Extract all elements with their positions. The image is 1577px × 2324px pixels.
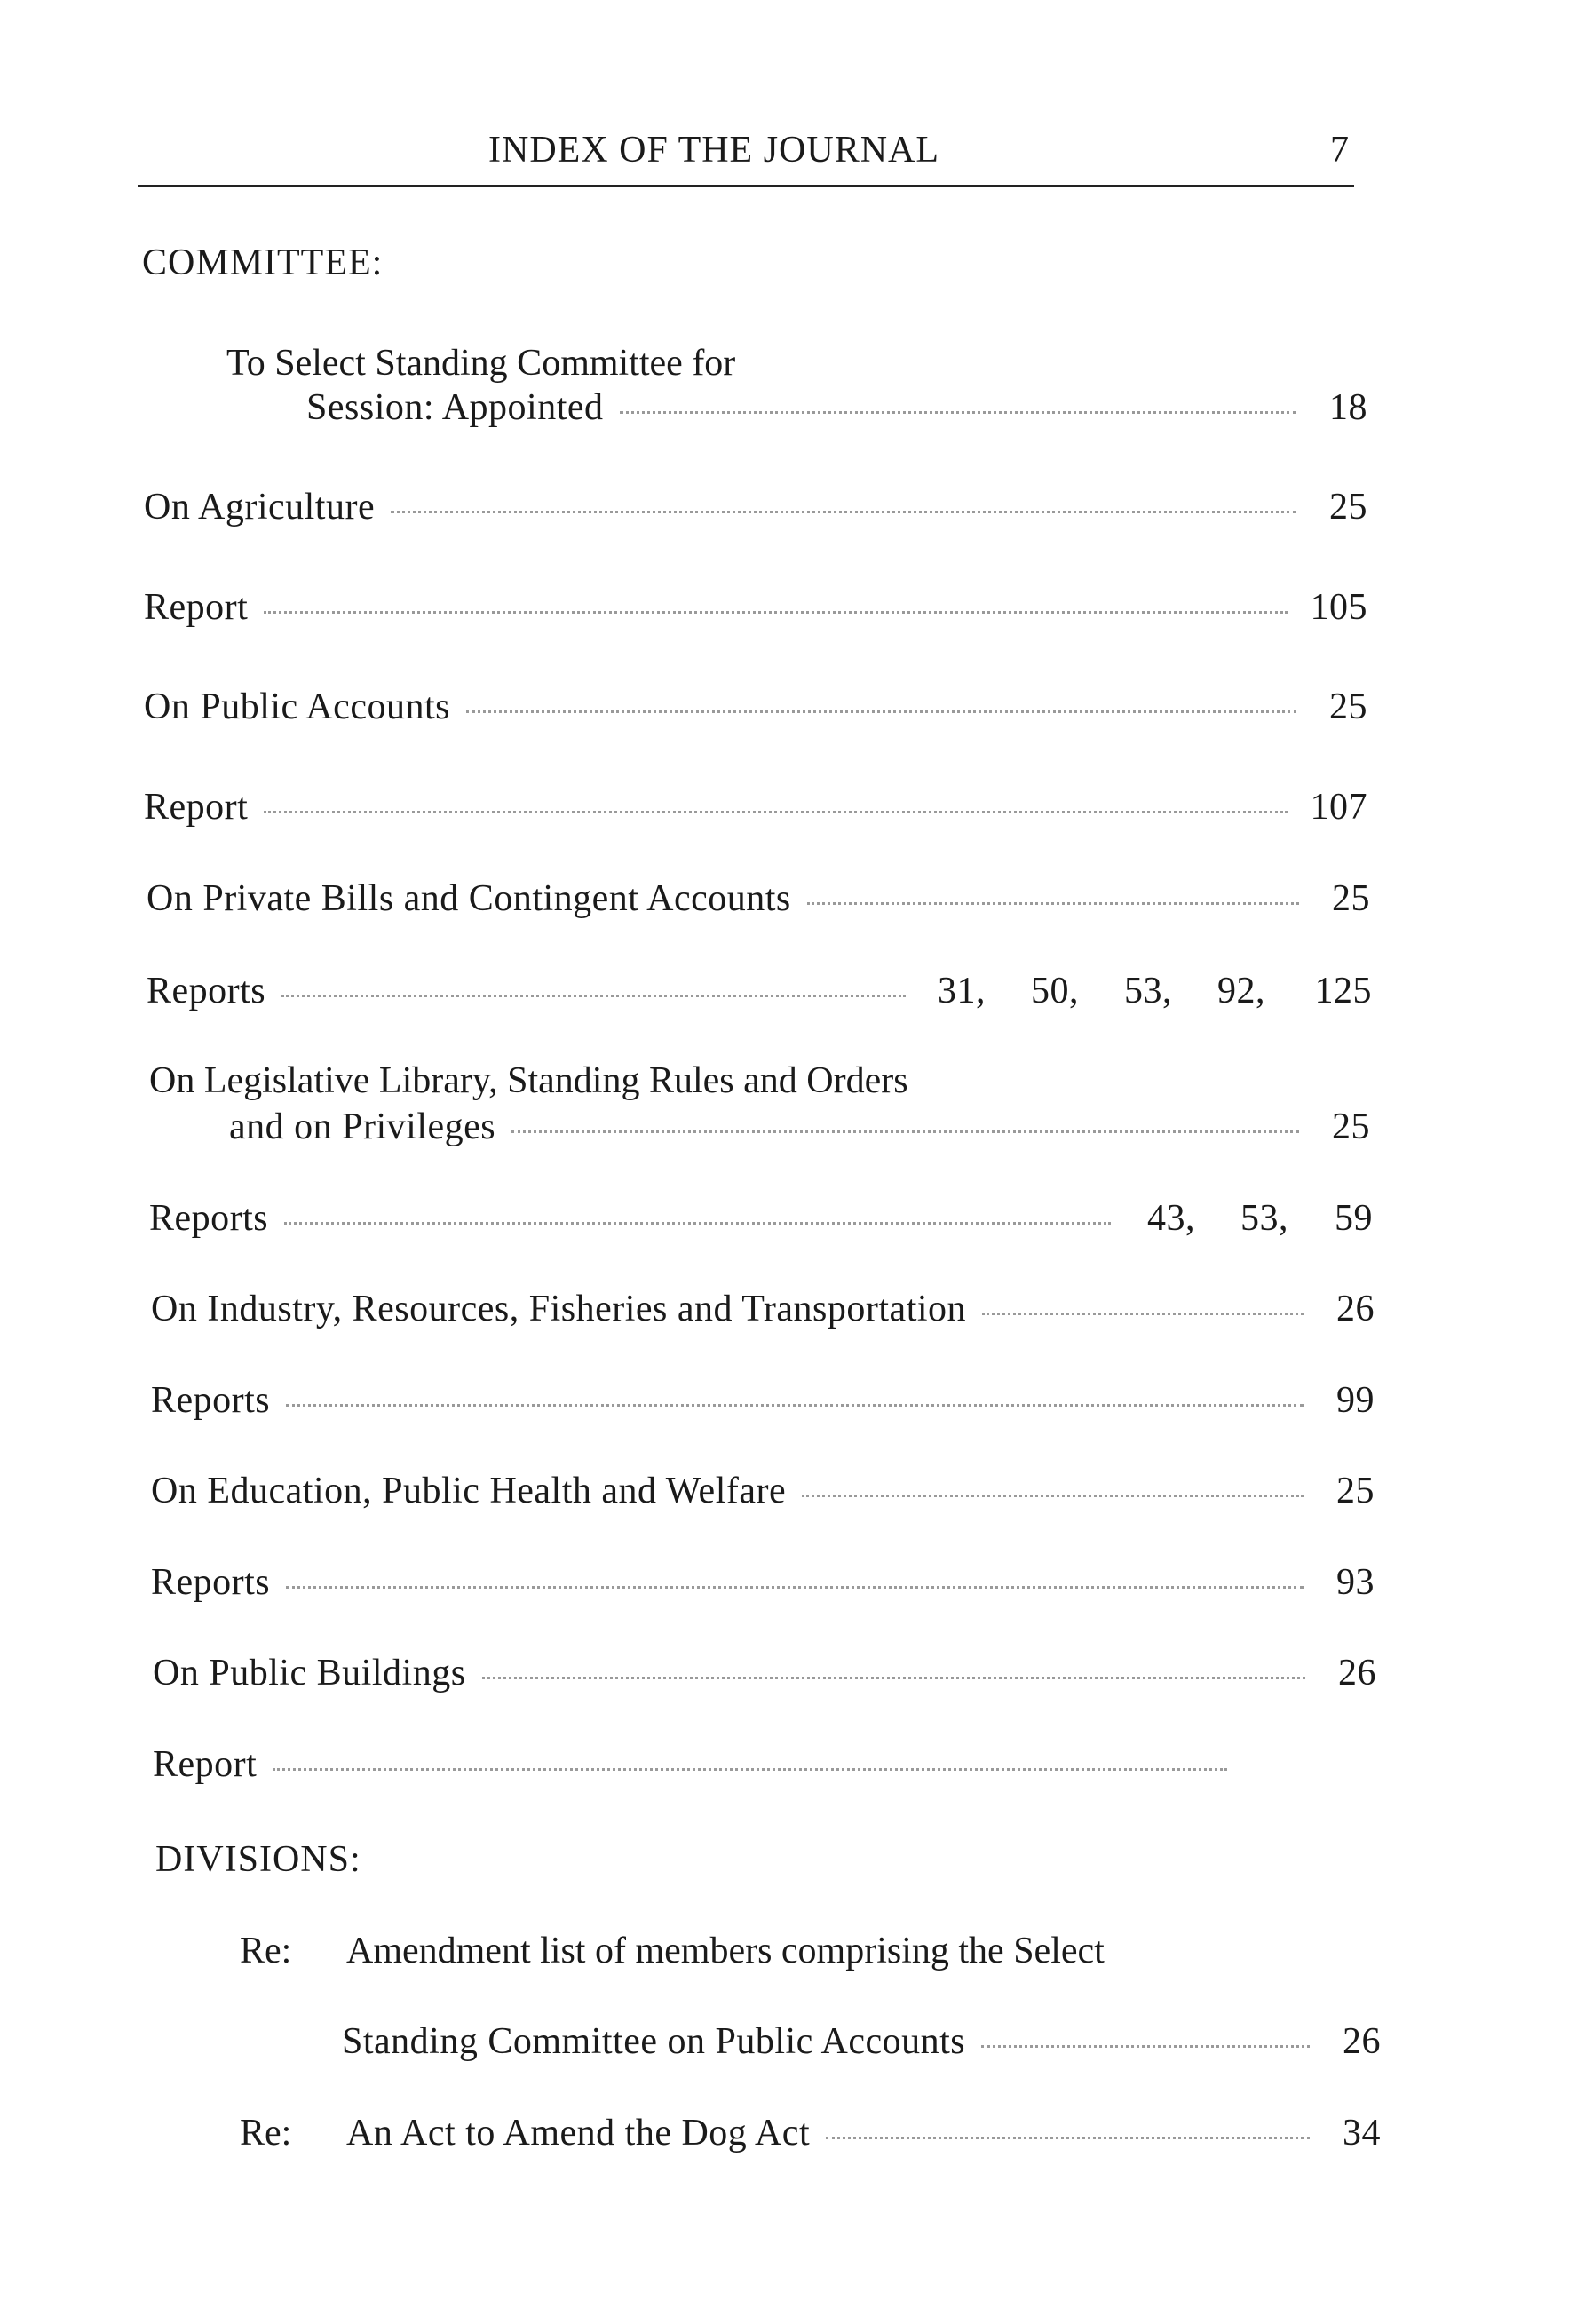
committee-heading: COMMITTEE: [142,242,384,283]
entry-page: 99 [1336,1380,1375,1421]
entry-page: 105 [1310,587,1367,628]
entry-label: Session: Appointed [306,387,604,428]
select-committee-line1: To Select Standing Committee for [226,343,736,384]
entry-page: 25 [1332,1106,1370,1147]
entry-label: Report [144,587,249,628]
index-entry [151,1379,1375,1422]
division-entry [342,2020,1381,2063]
index-entry [144,686,1367,728]
entry-label: On Private Bills and Contingent Accounts [147,878,791,919]
entry-page: 53, [1124,971,1172,1011]
entry-label: On Agriculture [144,487,376,527]
running-head-title: INDEX OF THE JOURNAL [488,130,940,171]
dot-leader [511,1130,1299,1133]
index-entry [144,486,1367,528]
entry-label: Reports [151,1562,271,1603]
index-entry [147,877,1370,920]
dot-leader [391,511,1296,513]
dot-leader [273,1768,1227,1771]
entry-page: 26 [1338,1653,1376,1693]
dot-leader [982,1313,1304,1315]
entry-page: 25 [1336,1471,1375,1511]
entry-label: Report [144,787,249,828]
dot-leader [281,995,906,997]
entry-page: 107 [1310,787,1367,828]
index-entry [151,1561,1375,1604]
dot-leader [826,2137,1310,2139]
division-prefix: Re: [240,2113,292,2153]
header-rule [138,185,1354,187]
dot-leader [264,611,1288,614]
dot-leader [981,2045,1310,2048]
dot-leader [264,811,1288,813]
entry-label: Standing Committee on Public Accounts [342,2021,966,2062]
entry-page: 93 [1336,1562,1375,1603]
dot-leader [620,411,1296,414]
divisions-heading: DIVISIONS: [155,1839,361,1880]
dot-leader [482,1677,1305,1679]
division-line1: Amendment list of members comprising the Select [346,1931,1105,1971]
index-entry [144,586,1367,629]
entry-label: and on Privileges [229,1106,496,1147]
entry-page: 92, [1217,971,1265,1011]
entry-page: 43, [1147,1198,1195,1239]
index-entry [151,1470,1375,1512]
entry-label: Report [153,1744,258,1785]
entry-label: Reports [151,1380,271,1421]
division-prefix: Re: [240,1931,292,1971]
entry-label: On Education, Public Health and Welfare [151,1471,787,1511]
entry-label: An Act to Amend the Dog Act [346,2113,811,2153]
index-entry [144,786,1367,829]
entry-label: Reports [149,1198,269,1239]
dot-leader [286,1404,1304,1407]
dot-leader [807,902,1299,905]
entry-page: 25 [1329,487,1367,527]
select-committee-entry [306,386,1367,429]
index-entry [229,1106,1370,1148]
dot-leader [466,710,1296,713]
index-entry [153,1743,1236,1786]
entry-page: 25 [1329,686,1367,727]
index-entry [149,1197,1373,1240]
entry-label: On Industry, Resources, Fisheries and Transportation [151,1289,967,1329]
entry-page: 125 [1314,971,1372,1011]
division-entry [346,2112,1381,2154]
index-entry [151,1288,1375,1330]
dot-leader [284,1222,1111,1225]
index-entry [153,1652,1376,1694]
entry-label: Reports [147,971,266,1011]
entry-page: 50, [1031,971,1079,1011]
index-entry-line1: On Legislative Library, Standing Rules and Orders [149,1060,908,1101]
entry-page: 18 [1329,387,1367,428]
entry-label: On Public Accounts [144,686,450,727]
entry-page: 26 [1336,1289,1375,1329]
index-entry [147,970,1372,1012]
page-number: 7 [1330,130,1350,171]
entry-page: 59 [1335,1198,1373,1239]
entry-page: 53, [1240,1198,1288,1239]
dot-leader [286,1586,1304,1589]
entry-page: 31, [938,971,986,1011]
entry-label: On Public Buildings [153,1653,466,1693]
entry-page: 26 [1343,2021,1381,2062]
entry-page: 34 [1343,2113,1381,2153]
dot-leader [802,1495,1304,1497]
entry-page: 25 [1332,878,1370,919]
